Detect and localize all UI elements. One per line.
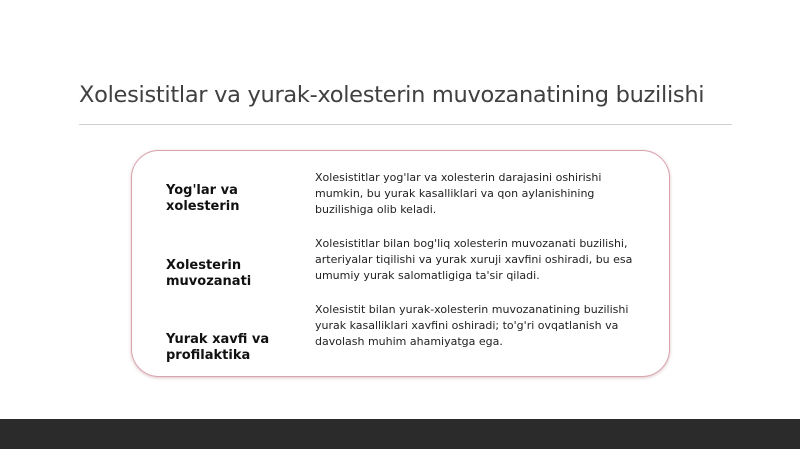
row-label-heart-risk: Yurak xavfi va profilaktika (166, 332, 270, 363)
row-label-cholesterol-balance: Xolesterin muvozanati (166, 258, 252, 289)
title-divider (79, 124, 732, 125)
slide-title: Xolesistitlar va yurak-xolesterin muvozanatining buzilishi (79, 82, 705, 108)
row-description-fats-cholesterol: Xolesistitlar yog'lar va xolesterin darajasini oshirishi mumkin, bu yurak kasalliklari va qon aylanishining buzilishiga olib keladi. (315, 171, 602, 216)
row-description-heart-risk: Xolesistit bilan yurak-xolesterin muvozanatining buzilishi yurak kasalliklari xavfini oshiradi; to'g'ri ovqatlanish va davolash muhim ahamiyatga ega. (315, 303, 629, 348)
row-description-cholesterol-balance: Xolesistitlar bilan bog'liq xolesterin muvozanati buzilishi, arteriyalar tiqilishi va yurak xuruji xavfini oshiradi, bu esa umumiy yurak salomatligiga ta'sir qiladi. (315, 237, 633, 282)
row-label-fats-cholesterol: Yog'lar va xolesterin (166, 183, 240, 214)
footer-band (0, 419, 800, 449)
